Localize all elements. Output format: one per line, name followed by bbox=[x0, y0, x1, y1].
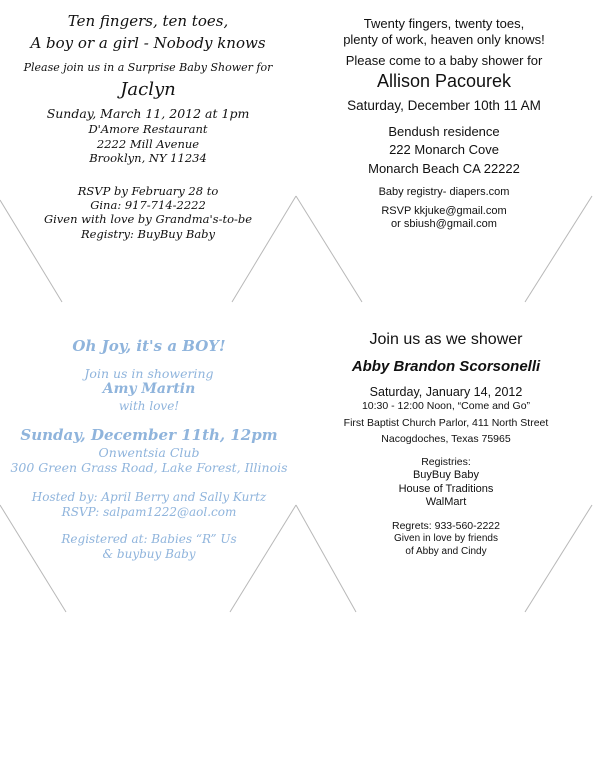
honoree-name: Abby Brandon Scorsonelli bbox=[351, 358, 541, 375]
headline: Join us as we shower bbox=[369, 331, 523, 348]
love-line: with love! bbox=[118, 398, 180, 413]
honoree-name: Allison Pacourek bbox=[376, 70, 512, 91]
join-line: Join us in showering bbox=[84, 365, 214, 381]
street: 222 Monarch Cove bbox=[389, 142, 499, 158]
card-line: Twenty fingers, twenty toes, bbox=[363, 16, 525, 31]
regrets: Regrets: 933-560-2222 bbox=[392, 520, 500, 533]
given-by: Given with love by Grandma's-to-be bbox=[43, 212, 253, 227]
rsvp: RSVP kkjuke@gmail.com bbox=[381, 204, 507, 217]
rsvp: RSVP by February 28 to bbox=[77, 183, 219, 198]
city: Monarch Beach CA 22222 bbox=[368, 160, 520, 176]
invitation-card-allison bbox=[300, 16, 588, 232]
registry: Registered at: Babies “R” Us bbox=[61, 531, 237, 546]
event-date: Sunday, March 11, 2012 at 1pm bbox=[46, 105, 250, 121]
honoree-name: Amy Martin bbox=[102, 381, 196, 398]
city: Brooklyn, NY 11234 bbox=[89, 151, 207, 166]
event-date: Sunday, December 11th, 12pm bbox=[20, 425, 278, 444]
city: Nacogdoches, Texas 75965 bbox=[381, 432, 511, 445]
honoree-name: Jaclyn bbox=[120, 79, 176, 101]
card-line: Please come to a baby shower for bbox=[345, 52, 543, 68]
card-line: Ten fingers, ten toes, bbox=[67, 12, 229, 30]
card-line: A boy or a girl - Nobody knows bbox=[30, 33, 266, 52]
venue: D'Amore Restaurant bbox=[88, 122, 208, 137]
friends-line: of Abby and Cindy bbox=[405, 545, 487, 557]
event-date: Saturday, December 10th 11 AM bbox=[347, 98, 541, 114]
registry: Baby registry- diapers.com bbox=[378, 185, 510, 198]
hosted-by: Hosted by: April Berry and Sally Kurtz bbox=[31, 489, 267, 504]
registries-label: Registries: bbox=[421, 455, 471, 468]
registry: House of Traditions bbox=[398, 482, 494, 495]
rsvp-alt: or sbiush@gmail.com bbox=[391, 218, 497, 231]
registry: Registry: BuyBuy Baby bbox=[80, 226, 216, 241]
card-line: plenty of work, heaven only knows! bbox=[343, 32, 545, 48]
registry: BuyBuy Baby bbox=[412, 468, 480, 481]
address: 300 Green Grass Road, Lake Forest, Illinois bbox=[10, 460, 288, 476]
street: 2222 Mill Avenue bbox=[96, 136, 200, 151]
card-line: Please join us in a Surprise Baby Shower for bbox=[23, 60, 273, 74]
invitation-card-abby bbox=[304, 330, 588, 558]
invitation-card-amy bbox=[6, 337, 292, 562]
venue: First Baptist Church Parlor, 411 North Street bbox=[343, 416, 549, 429]
invitation-card-jaclyn bbox=[10, 12, 286, 241]
registry-2: & buybuy Baby bbox=[102, 546, 196, 561]
rsvp: RSVP: salpam1222@aol.com bbox=[61, 504, 237, 519]
venue: Onwentsia Club bbox=[98, 444, 200, 460]
registry: WalMart bbox=[425, 496, 467, 509]
event-date: Saturday, January 14, 2012 bbox=[369, 384, 523, 399]
headline: Oh Joy, it's a BOY! bbox=[72, 337, 226, 355]
event-time: 10:30 - 12:00 Noon, “Come and Go” bbox=[361, 400, 531, 413]
given-by: Given in love by friends bbox=[394, 533, 498, 545]
venue: Bendush residence bbox=[388, 124, 500, 140]
phone: Gina: 917-714-2222 bbox=[90, 197, 206, 212]
